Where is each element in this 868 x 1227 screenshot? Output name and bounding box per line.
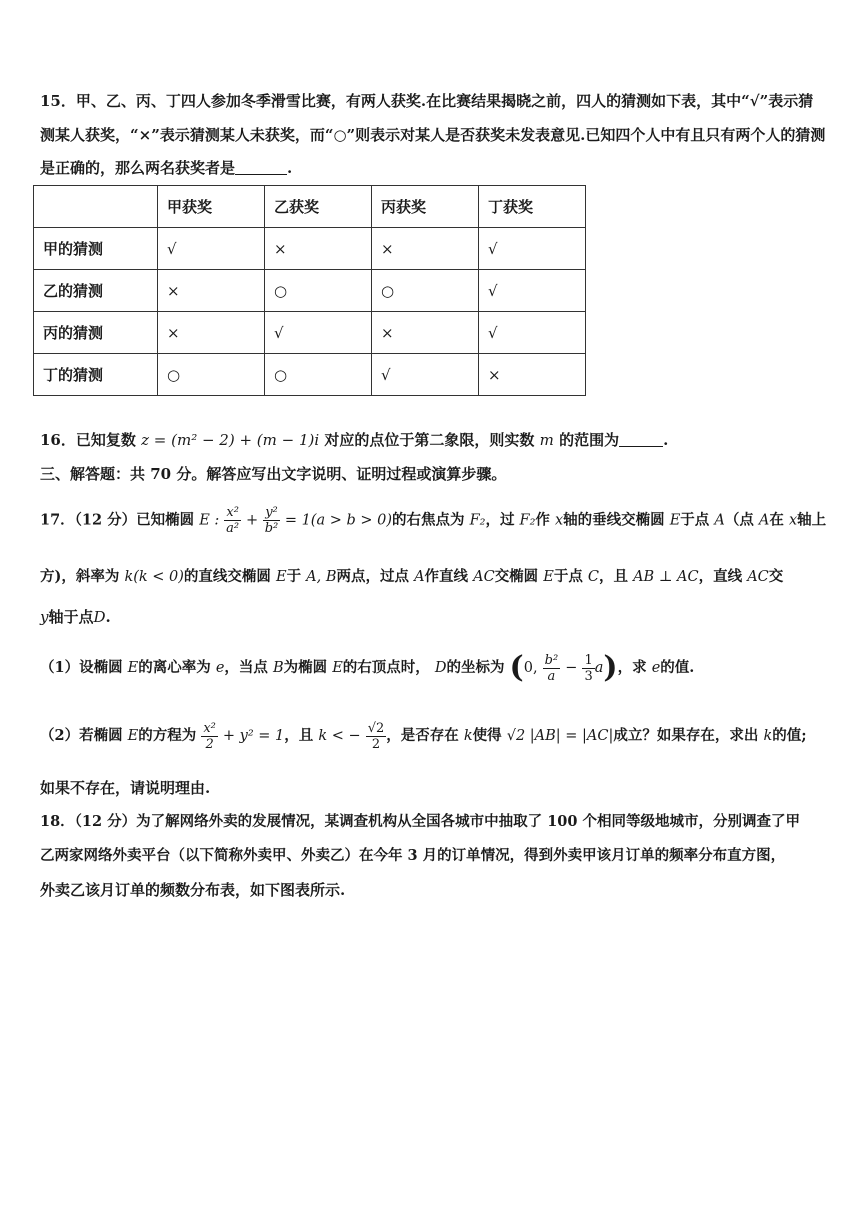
text: ，过 bbox=[485, 511, 515, 529]
table-cell: √ bbox=[479, 312, 586, 354]
fraction-x2-a2 bbox=[224, 505, 241, 536]
table-cell: × bbox=[479, 354, 586, 396]
text: 的值; bbox=[772, 727, 807, 744]
table-cell: × bbox=[372, 228, 479, 270]
q16-middle: 对应的点位于第二象限，则实数 bbox=[324, 431, 535, 449]
math-C: C bbox=[587, 569, 600, 585]
math-F2: F₂ bbox=[469, 512, 486, 529]
math-AC: AC bbox=[473, 569, 495, 585]
math-D: D bbox=[93, 608, 106, 626]
frac-num: √2 bbox=[367, 720, 385, 736]
math-condition: = 1(a > b > 0) bbox=[284, 512, 393, 529]
math-AB: A, B bbox=[306, 569, 337, 585]
text: 在 bbox=[769, 511, 784, 529]
fraction-1-3 bbox=[582, 653, 594, 684]
text: ，直线 bbox=[698, 568, 743, 585]
table-cell: √ bbox=[479, 228, 586, 270]
math-k: k bbox=[763, 728, 773, 744]
q17-line1 bbox=[40, 505, 826, 536]
math-equation: + y² = 1 bbox=[222, 728, 285, 744]
text: 的右顶点时， bbox=[342, 659, 430, 676]
table-cell: × bbox=[372, 312, 479, 354]
frac-den: 2 bbox=[205, 736, 214, 752]
q16-prefix: 16．已知复数 bbox=[40, 431, 136, 449]
q16-end: . bbox=[663, 431, 669, 449]
table-cell: ○ bbox=[372, 270, 479, 312]
answer-blank bbox=[619, 432, 663, 447]
text: （2）若椭圆 bbox=[40, 727, 123, 744]
answer-blank bbox=[235, 160, 287, 175]
text: 于 bbox=[286, 568, 302, 585]
text: 的直线交椭圆 bbox=[183, 568, 271, 585]
table-header-cell: 甲获奖 bbox=[158, 186, 265, 228]
q18-line1: 18．（12 分）为了解网络外卖的发展情况，某调查机构从全国各城市中抽取了 100 个相同等级地城市，分别调查了甲 bbox=[40, 813, 801, 830]
text: （点 bbox=[724, 511, 754, 529]
fraction-b2-a bbox=[543, 653, 561, 684]
math-x: x bbox=[554, 512, 564, 529]
math-plus: + bbox=[245, 512, 259, 529]
q17-intro: 17．（12 分）已知椭圆 bbox=[40, 511, 195, 529]
math-F2: F₂ bbox=[519, 512, 536, 529]
table-header-row bbox=[34, 186, 586, 228]
table-header-cell: 乙获奖 bbox=[265, 186, 372, 228]
text: 轴上 bbox=[797, 511, 827, 529]
math-A: A bbox=[714, 512, 725, 529]
table-cell: × bbox=[158, 270, 265, 312]
frac-num: y² bbox=[265, 505, 278, 520]
math-AC: AC bbox=[747, 569, 769, 585]
math-A: A bbox=[414, 569, 425, 585]
math-a: a bbox=[594, 660, 604, 676]
text: 的右焦点为 bbox=[392, 511, 465, 529]
table-cell: × bbox=[265, 228, 372, 270]
text: 的方程为 bbox=[138, 727, 197, 744]
text: （1）设椭圆 bbox=[40, 659, 123, 676]
q15-line1: 15．甲、乙、丙、丁四人参加冬季滑雪比赛，有两人获奖.在比赛结果揭晓之前，四人的猜测如下表，其中“√”表示猜 bbox=[40, 92, 814, 110]
math-D: D bbox=[434, 660, 447, 676]
table-cell: √ bbox=[372, 354, 479, 396]
q16-line bbox=[40, 430, 668, 450]
fraction-sqrt2-2 bbox=[366, 721, 387, 752]
text: 方)，斜率为 bbox=[40, 568, 120, 585]
guess-table bbox=[33, 185, 586, 396]
text: ，求 bbox=[617, 659, 647, 676]
table-header-cell: 丁获奖 bbox=[479, 186, 586, 228]
q17-line2 bbox=[40, 567, 783, 587]
math-k-bound: k < − bbox=[318, 728, 361, 744]
math-E: E bbox=[332, 660, 343, 676]
table-cell: √ bbox=[158, 228, 265, 270]
table-row bbox=[34, 312, 586, 354]
text: 的离心率为 bbox=[138, 659, 211, 676]
row-label: 甲的猜测 bbox=[34, 228, 158, 270]
row-label: 丙的猜测 bbox=[34, 312, 158, 354]
math-E: E bbox=[275, 569, 287, 585]
math-y: y bbox=[40, 608, 49, 626]
text: 轴的垂线交椭圆 bbox=[563, 511, 665, 529]
text: ，当点 bbox=[224, 659, 268, 676]
table-cell: √ bbox=[479, 270, 586, 312]
row-label: 丁的猜测 bbox=[34, 354, 158, 396]
frac-num: 1 bbox=[584, 652, 593, 668]
text: 的值. bbox=[660, 659, 695, 676]
table-header-cell: 丙获奖 bbox=[372, 186, 479, 228]
frac-den: b² bbox=[264, 521, 279, 536]
math-E: E bbox=[127, 728, 139, 744]
paren-right: ) bbox=[603, 650, 618, 685]
frac-num: x² bbox=[203, 720, 216, 736]
math-minus: − bbox=[565, 660, 578, 676]
text: ，且 bbox=[599, 568, 629, 585]
table-row bbox=[34, 354, 586, 396]
text: 交 bbox=[768, 568, 784, 585]
math-k: k bbox=[463, 728, 473, 744]
math-condition: √2 |AB| = |AC| bbox=[506, 728, 614, 744]
text: ，是否存在 bbox=[386, 727, 459, 744]
fraction-x2-2 bbox=[201, 721, 218, 752]
table-cell: ○ bbox=[158, 354, 265, 396]
fraction-y2-b2 bbox=[263, 505, 280, 536]
frac-den: a² bbox=[226, 521, 240, 536]
math-A: A bbox=[758, 512, 770, 529]
q15-line3-end: . bbox=[287, 159, 293, 177]
section-heading: 三、解答题：共 70 分。解答应写出文字说明、证明过程或演算步骤。 bbox=[40, 465, 507, 483]
table-cell bbox=[34, 186, 158, 228]
text: . bbox=[105, 608, 111, 626]
frac-den: 3 bbox=[584, 668, 593, 684]
q15-line3-text: 是正确的，那么两名获奖者是 bbox=[40, 159, 236, 177]
table-row bbox=[34, 228, 586, 270]
math-zero: 0, bbox=[523, 660, 538, 676]
frac-num: b² bbox=[544, 652, 559, 668]
math-x: x bbox=[788, 512, 798, 529]
text: 使得 bbox=[472, 727, 502, 744]
text: 的坐标为 bbox=[446, 659, 505, 676]
text: 于点 bbox=[680, 511, 710, 529]
frac-den: 2 bbox=[371, 736, 381, 752]
text: 作直线 bbox=[424, 568, 469, 585]
math-E: E bbox=[127, 660, 139, 676]
text: 于点 bbox=[553, 568, 583, 585]
q18-line3: 外卖乙该月订单的频数分布表，如下图表所示. bbox=[40, 881, 346, 899]
q16-var: m bbox=[539, 431, 554, 449]
frac-num: x² bbox=[226, 505, 239, 520]
text: 成立？如果存在，求出 bbox=[613, 727, 759, 744]
text: ，且 bbox=[284, 727, 314, 744]
table-cell: ○ bbox=[265, 270, 372, 312]
math-perp: AB ⊥ AC bbox=[633, 569, 699, 585]
text: 为椭圆 bbox=[283, 659, 328, 676]
table-cell: × bbox=[158, 312, 265, 354]
text: 作 bbox=[535, 511, 550, 529]
q18-line2: 乙两家网络外卖平台（以下简称外卖甲、外卖乙）在今年 3 月的订单情况，得到外卖甲该月订单的频率分布直方图， bbox=[40, 847, 786, 864]
text: 交椭圆 bbox=[494, 568, 539, 585]
math-k: k(k < 0) bbox=[124, 569, 184, 585]
math-E: E : bbox=[199, 512, 220, 529]
math-B: B bbox=[272, 660, 284, 676]
q16-expression: z = (m² − 2) + (m − 1)i bbox=[141, 431, 320, 449]
q17-line3 bbox=[40, 607, 111, 627]
math-E: E bbox=[669, 512, 681, 529]
math-e: e bbox=[651, 660, 661, 676]
paren-left: ( bbox=[509, 650, 524, 685]
q17-part2 bbox=[40, 718, 807, 754]
table-cell: ○ bbox=[265, 354, 372, 396]
q15-line3 bbox=[40, 158, 292, 178]
table-cell: √ bbox=[265, 312, 372, 354]
math-e: e bbox=[215, 660, 225, 676]
table-row bbox=[34, 270, 586, 312]
q17-part2-line2: 如果不存在，请说明理由. bbox=[40, 779, 211, 797]
q15-line2: 测某人获奖，“×”表示猜测某人未获奖，而“○”则表示对某人是否获奖未发表意见.已知四个人中有且只有两个人的猜测 bbox=[40, 126, 826, 144]
q17-part1 bbox=[40, 650, 694, 686]
q16-suffix: 的范围为 bbox=[559, 431, 620, 449]
frac-den: a bbox=[547, 668, 556, 684]
text: 轴于点 bbox=[48, 608, 94, 626]
text: 两点，过点 bbox=[336, 568, 409, 585]
math-E: E bbox=[543, 569, 554, 585]
row-label: 乙的猜测 bbox=[34, 270, 158, 312]
